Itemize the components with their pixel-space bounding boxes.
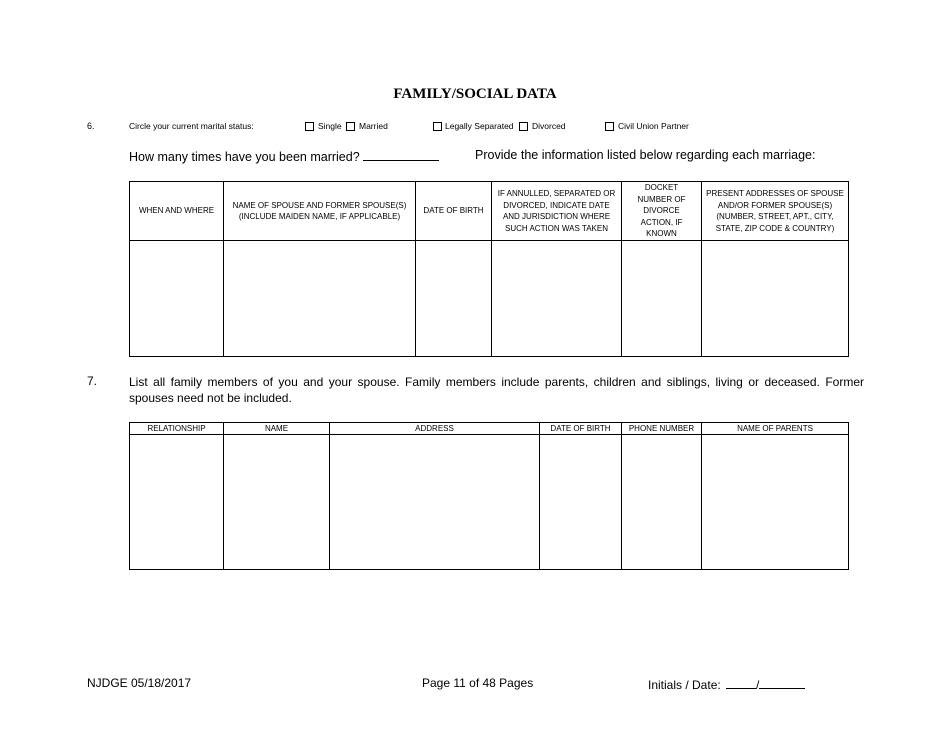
cell-annulled-info[interactable] [492, 241, 622, 357]
cell-relationship[interactable] [130, 435, 224, 570]
checkbox-legally-separated[interactable] [433, 122, 442, 131]
table-header-row [130, 423, 849, 435]
page-title: FAMILY/SOCIAL DATA [393, 86, 557, 102]
marriage-table [129, 181, 849, 357]
question-7-text: List all family members of you and your spouse. Family members include parents, children and siblings, living or deceased. Former spouses need not be included. [129, 375, 864, 405]
footer-initials-date [648, 676, 805, 692]
header-phone-number: PHONE NUMBER [622, 423, 702, 435]
header-relationship: RELATIONSHIP [130, 423, 224, 435]
label-married: Married [359, 121, 388, 131]
checkbox-married[interactable] [346, 122, 355, 131]
cell-date-of-birth[interactable] [416, 241, 492, 357]
header-date-of-birth: DATE OF BIRTH [540, 423, 622, 435]
checkbox-civil-union-partner[interactable] [605, 122, 614, 131]
married-times-question: How many times have you been married? [129, 150, 360, 164]
family-members-table [129, 422, 849, 570]
cell-date-of-birth[interactable] [540, 435, 622, 570]
cell-when-and-where[interactable] [130, 241, 224, 357]
checkbox-single[interactable] [305, 122, 314, 131]
checkbox-divorced[interactable] [519, 122, 528, 131]
label-divorced: Divorced [532, 121, 566, 131]
header-present-addresses: PRESENT ADDRESSES OF SPOUSE AND/OR FORMER SPOUSE(S) (NUMBER, STREET, APT., CITY, STATE, ZIP CODE & COUNTRY) [702, 182, 849, 241]
label-single: Single [318, 121, 342, 131]
header-address: ADDRESS [330, 423, 540, 435]
cell-name-of-spouse[interactable] [224, 241, 416, 357]
date-separator: / [756, 678, 760, 692]
married-times-field[interactable] [363, 148, 439, 161]
initials-date-label: Initials / Date: [648, 678, 721, 692]
question-6-number: 6. [87, 121, 95, 131]
married-times-row [129, 148, 439, 164]
cell-name[interactable] [224, 435, 330, 570]
table-row [130, 241, 849, 357]
header-name-of-parents: NAME OF PARENTS [702, 423, 849, 435]
footer-form-id: NJDGE 05/18/2017 [87, 676, 192, 690]
header-name-of-spouse: NAME OF SPOUSE AND FORMER SPOUSE(S) (INCLUDE MAIDEN NAME, IF APPLICABLE) [224, 182, 416, 241]
question-7-number: 7. [87, 374, 98, 388]
header-date-of-birth: DATE OF BIRTH [416, 182, 492, 241]
footer-page-number: Page 11 of 48 Pages [422, 676, 534, 690]
header-name: NAME [224, 423, 330, 435]
header-docket-number: DOCKET NUMBER OF DIVORCE ACTION, IF KNOWN [622, 182, 702, 241]
initials-field[interactable] [726, 676, 756, 689]
cell-address[interactable] [330, 435, 540, 570]
table-row [130, 435, 849, 570]
marital-status-prompt: Circle your current marital status: [129, 121, 254, 131]
header-annulled-separated-divorced: IF ANNULLED, SEPARATED OR DIVORCED, INDICATE DATE AND JURISDICTION WHERE SUCH ACTION WAS TAKEN [492, 182, 622, 241]
cell-phone-number[interactable] [622, 435, 702, 570]
provide-info-text: Provide the information listed below regarding each marriage: [475, 148, 816, 162]
date-field[interactable] [759, 676, 805, 689]
cell-name-of-parents[interactable] [702, 435, 849, 570]
label-civil-union-partner: Civil Union Partner [618, 121, 689, 131]
table-header-row [130, 182, 849, 241]
cell-docket-number[interactable] [622, 241, 702, 357]
header-when-and-where: WHEN AND WHERE [130, 182, 224, 241]
label-legally-separated: Legally Separated [445, 121, 514, 131]
cell-present-addresses[interactable] [702, 241, 849, 357]
